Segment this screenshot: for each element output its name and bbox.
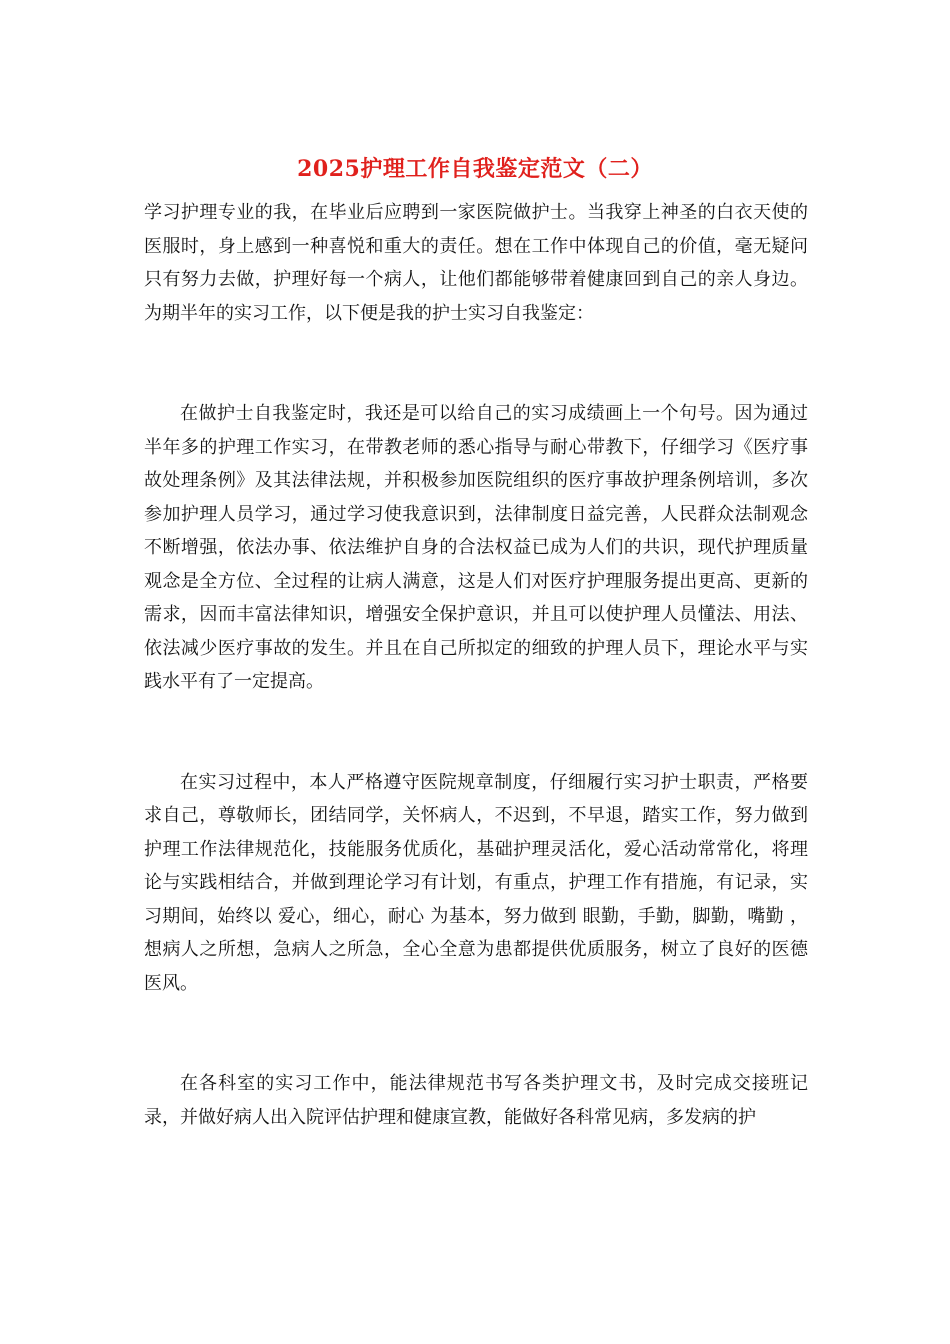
paragraph-intro: 学习护理专业的我，在毕业后应聘到一家医院做护士。当我穿上神圣的白衣天使的医服时，身上感到一种喜悦和重大的责任。想在工作中体现自己的价值，毫无疑问只有努力去做，护理好每一个病人，让他们都能够带着健康回到自己的亲人身边。为期半年的实习工作，以下便是我的护士实习自我鉴定： <box>144 202 808 324</box>
document-body <box>144 196 808 1134</box>
paragraph-spacer <box>144 330 808 397</box>
document-title: 2025护理工作自我鉴定范文（二） <box>297 156 653 182</box>
paragraph-internship-conduct: 在实习过程中，本人严格遵守医院规章制度，仔细履行实习护士职责，严格要求自己，尊敬师长，团结同学，关怀病人，不迟到，不早退，踏实工作，努力做到护理工作法律规范化，技能服务优质化，基础护理灵活化，爱心活动常常化，将理论与实践相结合，并做到理论学习有计划，有重点，护理工作有措施，有记录，实习期间，始终以 爱心，细心，耐心 为基本，努力做到 眼勤，手勤，脚勤，嘴勤 ，想病人之所想，急病人之所急，全心全意为患都提供优质服务，树立了良好的医德医风。 <box>144 771 808 994</box>
paragraph-self-assessment: 在做护士自我鉴定时，我还是可以给自己的实习成绩画上一个句号。因为通过半年多的护理工作实习，在带教老师的悉心指导与耐心带教下，仔细学习《医疗事故处理条例》及其法律法规，并积极参加医院组织的医疗事故护理条例培训，多次参加护理人员学习，通过学习使我意识到，法律制度日益完善，人民群众法制观念不断增强，依法办事、依法维护自身的合法权益已成为人们的共识，现代护理质量观念是全方位、全过程的让病人满意，这是人们对医疗护理服务提出更高、更新的需求，因而丰富法律知识，增强安全保护意识，并且可以使护理人员懂法、用法、依法减少医疗事故的发生。并且在自己所拟定的细致的护理人员下，理论水平与实践水平有了一定提高。 <box>144 403 808 692</box>
paragraph-spacer <box>144 699 808 766</box>
paragraph-department-work: 在各科室的实习工作中，能法律规范书写各类护理文书，及时完成交接班记录，并做好病人出入院评估护理和健康宣教，能做好各科常见病，多发病的护 <box>144 1073 808 1128</box>
paragraph-spacer <box>144 1000 808 1067</box>
